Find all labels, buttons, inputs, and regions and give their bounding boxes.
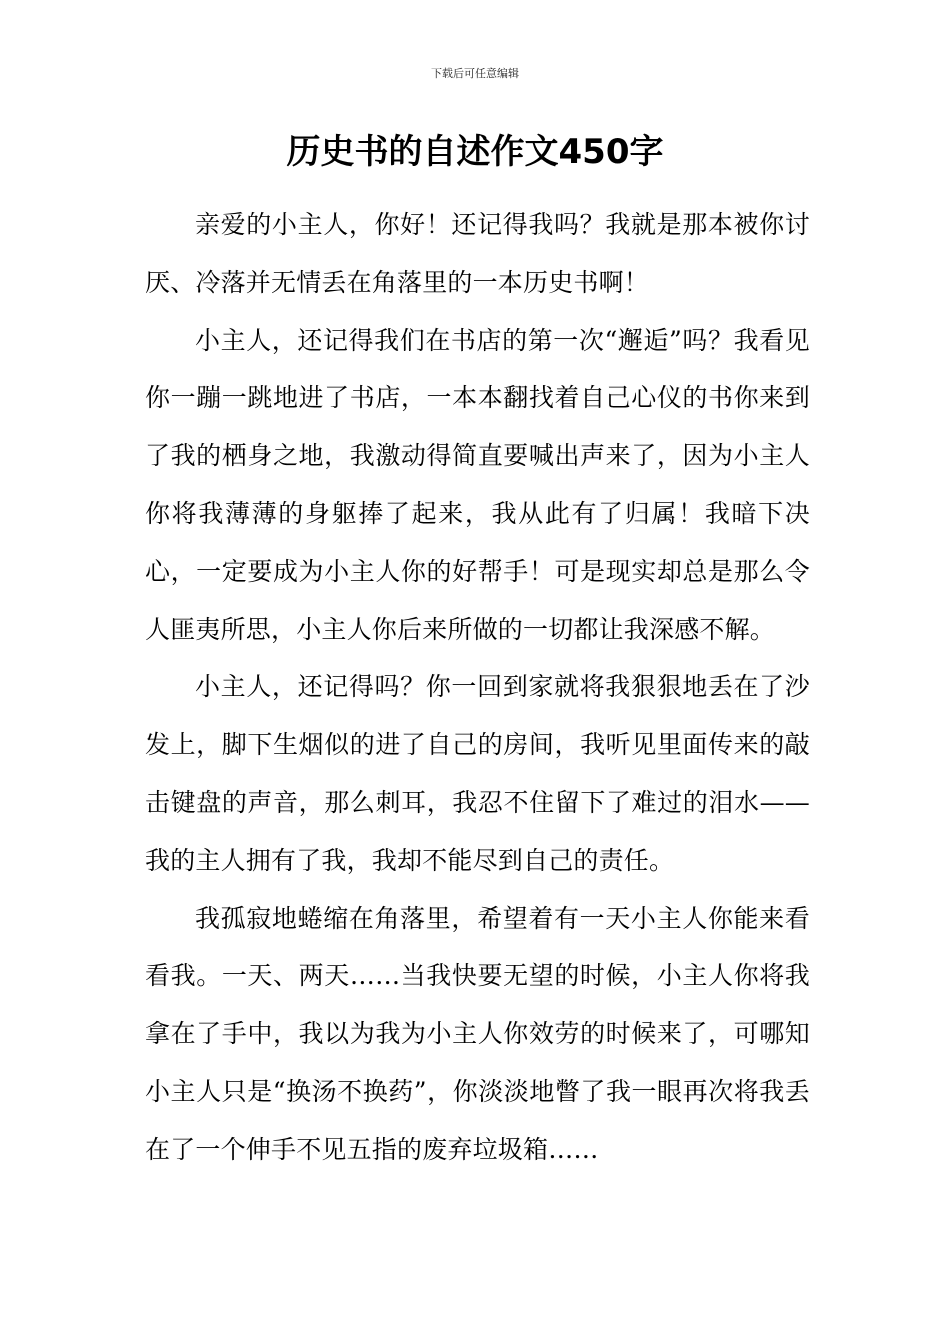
document-title: 历史书的自述作文450字 (286, 132, 664, 172)
header-note: 下载后可任意编辑 (431, 67, 519, 80)
document-body (145, 196, 810, 1179)
paragraph-2: 小主人，还记得我们在书店的第一次“邂逅”吗？我看见你一蹦一跳地进了书店，一本本翻找着自己心仪的书你来到了我的栖身之地，我激动得简直要喊出声来了，因为小主人你将我薄薄的身躯捧了起来，我从此有了归属！我暗下决心，一定要成为小主人你的好帮手！可是现实却总是那么令人匪夷所思，小主人你后来所做的一切都让我深感不解。 (145, 325, 810, 644)
paragraph-3: 小主人，还记得吗？你一回到家就将我狠狠地丢在了沙发上，脚下生烟似的进了自己的房间，我听见里面传来的敲击键盘的声音，那么刺耳，我忍不住留下了难过的泪水——我的主人拥有了我，我却不能尽到自己的责任。 (145, 672, 810, 875)
paragraph-1: 亲爱的小主人，你好！还记得我吗？我就是那本被你讨厌、冷落并无情丢在角落里的一本历史书啊！ (145, 210, 810, 297)
paragraph-4: 我孤寂地蜷缩在角落里，希望着有一天小主人你能来看看我。一天、两天……当我快要无望的时候，小主人你将我拿在了手中，我以为我为小主人你效劳的时候来了，可哪知小主人只是“换汤不换药”，你淡淡地瞥了我一眼再次将我丢在了一个伸手不见五指的废弃垃圾箱…… (145, 903, 810, 1164)
